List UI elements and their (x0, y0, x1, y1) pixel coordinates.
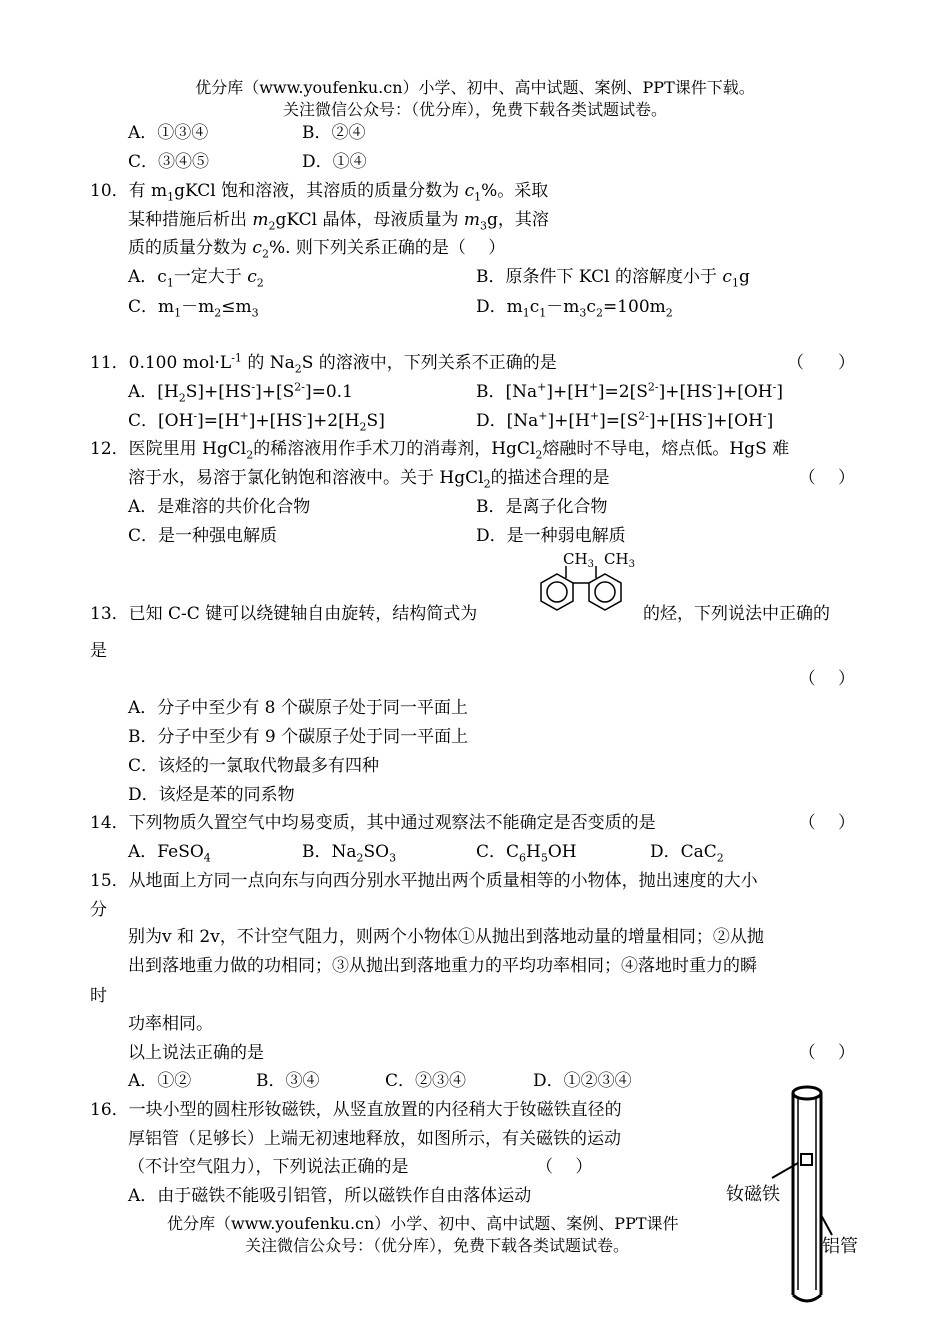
q12-option-b: B．是离子化合物 (476, 497, 608, 517)
q15-answer-paren: （ ） (798, 1043, 855, 1063)
label-magnet: 钕磁铁 (726, 1184, 780, 1205)
header-line-1: 优分库（www.youfenku.cn）小学、初中、高中试题、案例、PPT课件下载。 (195, 78, 755, 97)
q10-option-b: B．原条件下 KCl 的溶解度小于 $c_1g$ (476, 267, 750, 290)
q15-option-d: D．①②③④ (533, 1071, 632, 1091)
q12-answer-paren: （ ） (798, 468, 855, 488)
q14-option-b: B．$Na_2SO_3$ (302, 842, 397, 865)
prev-option-d: D．①④ (302, 152, 367, 172)
q10-option-c: C．$m_1-m_2\le m_3$ (128, 297, 259, 320)
q14-option-c: C．$C_6H_5OH$ (476, 842, 577, 865)
q10-line-2: 某种措施后析出 $m_2gKCl$ 晶体，母液质量为 $m_3g$，其溶 (128, 210, 549, 233)
q15-line-4: 功率相同。 (128, 1014, 213, 1034)
header-line-2: 关注微信公众号：（优分库），免费下载各类试题试卷。 (282, 100, 667, 119)
q15-line-3-wrap: 时 (90, 986, 107, 1006)
q15-option-b: B．③④ (256, 1071, 320, 1091)
q15-line-3: 出到落地重力做的功相同；③从抛出到落地重力的平均功率相同；④落地时重力的瞬 (128, 956, 757, 976)
q11-option-d: D．$[Na^+]+[H^+]=[S^{2-}]+[HS^-]+[OH^-]$ (476, 409, 774, 431)
prev-option-b: B．②④ (302, 123, 366, 143)
ch3-left: $CH_3$ (563, 550, 594, 570)
q11-stem: 11．0.100 $mol\cdot L^{-1}$ 的 $Na_2S$ 的溶液中，下列关系不正确的是 (90, 351, 557, 376)
q13-option-c: C．该烃的一氯取代物最多有四种 (128, 756, 380, 776)
q12-option-d: D．是一种弱电解质 (476, 526, 626, 546)
q16-answer-paren: （ ） (536, 1157, 593, 1177)
q13-option-b: B．分子中至少有 9 个碳原子处于同一平面上 (128, 727, 469, 747)
ch3-right: $CH_3$ (604, 550, 635, 570)
q15-option-c: C．②③④ (385, 1071, 467, 1091)
q10-option-d: D．$m_1c_1-m_3c_2=100m_2$ (476, 297, 673, 320)
q15-line-1: 15．从地面上方同一点向东与向西分别水平抛出两个质量相等的小物体，抛出速度的大小 (90, 871, 758, 891)
q16-option-a: A．由于磁铁不能吸引铝管，所以磁铁作自由落体运动 (128, 1186, 532, 1206)
q13-stem-end: 是 (90, 641, 107, 661)
q13-stem-cont: 的烃，下列说法中正确的 (643, 604, 830, 624)
q12-option-a: A．是难溶的共价化合物 (128, 497, 311, 517)
q14-option-d: D．CaC$_2$ (650, 842, 724, 865)
q11-answer-paren: （ ） (787, 353, 855, 373)
q14-stem: 14．下列物质久置空气中均易变质，其中通过观察法不能确定是否变质的是 (90, 813, 656, 833)
q10-line-1: 10．有 $m_1gKCl$ 饱和溶液，其溶质的质量分数为 $c_1\%$。采取 (90, 181, 549, 204)
q12-line-2: 溶于水，易溶于氯化钠饱和溶液中。关于 HgCl$_2$的描述合理的是 (128, 468, 610, 491)
footer-line-1: 优分库（www.youfenku.cn）小学、初中、高中试题、案例、PPT课件 (167, 1214, 679, 1233)
q12-option-c: C．是一种强电解质 (128, 526, 278, 546)
q16-line-2: 厚铝管（足够长）上端无初速地释放，如图所示，有关磁铁的运动 (128, 1129, 621, 1149)
q13-option-a: A．分子中至少有 8 个碳原子处于同一平面上 (128, 698, 468, 718)
q11-option-c: C．$[OH^-]=[H^+]+[HS^-]+2[H_2S]$ (128, 409, 385, 434)
q13-stem: 13．已知 C-C 键可以绕键轴自由旋转，结构简式为 (90, 604, 478, 624)
q15-line-1-wrap: 分 (90, 900, 107, 920)
q10-option-a: A．$c_1$一定大于 $c_2$ (128, 267, 264, 290)
q16-line-1: 16．一块小型的圆柱形钕磁铁，从竖直放置的内径稍大于钕磁铁直径的 (90, 1100, 622, 1120)
q13-option-d: D．该烃是苯的同系物 (128, 785, 295, 805)
label-tube: 铝管 (822, 1236, 858, 1257)
q12-line-1: 12．医院里用 HgCl$_2$的稀溶液用作手术刀的消毒剂，HgCl$_2$熔融时不导电，熔点低。HgS 难 (90, 439, 790, 462)
q10-line-3: 质的质量分数为 $c_2\%$. 则下列关系正确的是（ ） (128, 238, 506, 261)
footer-line-2: 关注微信公众号：（优分库），免费下载各类试题试卷。 (245, 1236, 630, 1255)
prev-option-a: A．①③④ (128, 123, 209, 143)
prev-option-c: C．③④⑤ (128, 152, 210, 172)
q15-line-2: 别为v 和 2v，不计空气阻力，则两个小物体①从抛出到落地动量的增量相同；②从抛 (128, 927, 764, 947)
dimethylbiphenyl-structure (528, 548, 638, 618)
q14-answer-paren: （ ） (798, 813, 855, 833)
q11-option-a: A．$[H_2S]+[HS^-]+[S^{2-}]=0.1$ (128, 380, 353, 405)
q11-option-b: B．$[Na^+]+[H^+]=2[S^{2-}]+[HS^-]+[OH^-]$ (476, 380, 783, 402)
q15-line-5: 以上说法正确的是 (128, 1043, 264, 1063)
q14-option-a: A．FeSO$_4$ (128, 842, 211, 865)
q13-answer-paren: （ ） (798, 669, 855, 689)
q16-line-3: （不计空气阻力），下列说法正确的是 (128, 1157, 409, 1177)
q15-option-a: A．①② (128, 1071, 192, 1091)
